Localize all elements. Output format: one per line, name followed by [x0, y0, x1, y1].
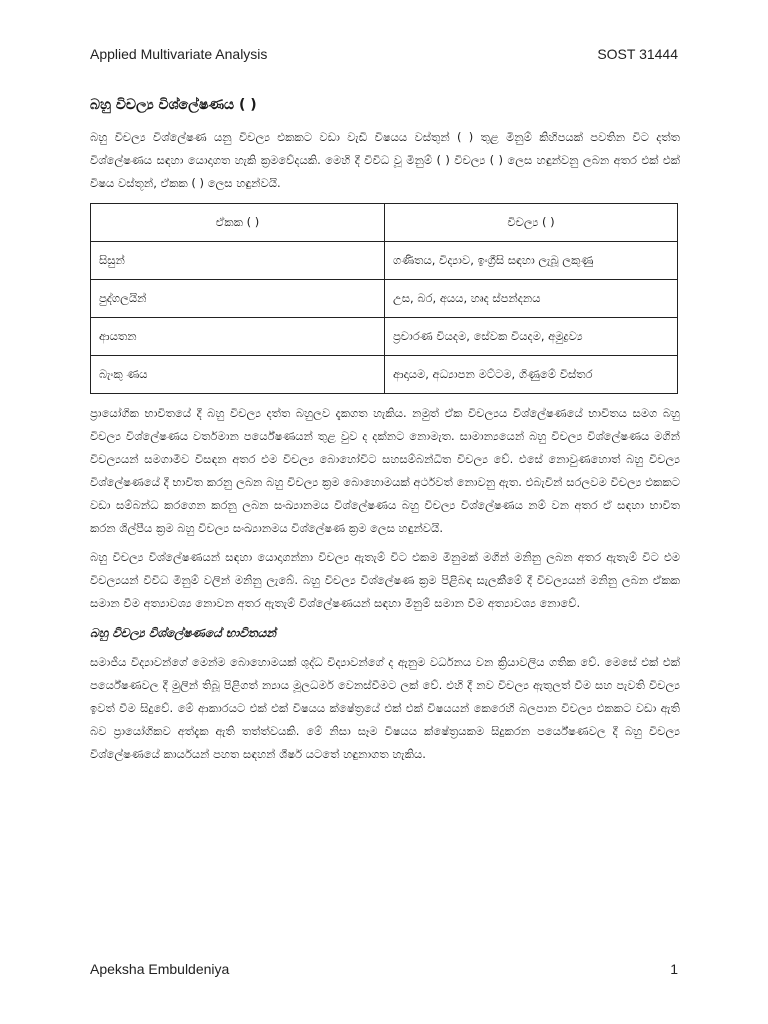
page-title: බහු විචල්‍ය විශ්ලේෂණය ( ) [90, 97, 257, 113]
table-row [91, 242, 678, 280]
section-heading-uses: බහු විචල්‍ය විශ්ලේෂණයේ භාවිතයන් [90, 626, 277, 640]
table-cell-unit: සිසුන් [91, 242, 385, 280]
table-cell-unit: බැංකු ණය [91, 356, 385, 394]
table-cell-variables: උස, බර, අයය, හෘද ස්පන්දනය [385, 280, 678, 318]
table-cell-variables: ප්‍රචාරණ වියදම, සේවක වියදම, අමුද්‍රව්‍ය [385, 318, 678, 356]
table-header-row [91, 204, 678, 242]
units-variables-table [90, 203, 678, 394]
paragraph-applications: සමාජීය විද්‍යාවන්ගේ මෙන්ම බොහොමයක් ශුද්ධ විද්‍යාවන්ගේ ද ඇනුම වර්ධනය වන ක්‍රියාවලිය ගතික වේ. මෙසේ එක් එක් පර්යේෂණවල දී මුලින් තිබූ පිළිගත් න්‍යාය මූලධර්ම වෙනස්වීමට ලක් වේ. එහි දී නව විචල්‍ය ඇතුලත් වීම සහ පැවති විචල්‍ය ඉවත් වීම සිදුවේ. මේ ආකාරයට එක් එක් විෂයය ක්ෂේත්‍රයේ එක් එක් විෂයයන් කෙරෙහි බලපාන විචල්‍ය එකකට වඩා ඇති බව ප්‍රායෝගිකව අත්දැක ඇති තත්ත්වයකි. මේ නිසා සෑම විෂයය ක්ෂේත්‍රයකම සිදුකරන පර්යේෂණවල දී බහු විචල්‍ය විශ්ලේෂණයේ කාර්යයන් පහත සඳහන් ශීර්ෂ යටතේ හඳුනාගත හැකිය. [90, 655, 680, 761]
table-row [91, 280, 678, 318]
table-cell-variables: ආදායම, අධ්‍යාපන මට්ටම, ගිණුමේ විස්තර [385, 356, 678, 394]
table-cell-unit: පුද්ගලයින් [91, 280, 385, 318]
table-header-units: ඒකක ( ) [91, 204, 385, 242]
table-header-variables: විචල්‍ය ( ) [385, 204, 678, 242]
page-footer [90, 961, 678, 977]
table-cell-unit: ආයතන [91, 318, 385, 356]
paragraph-measurement-units: බහු විචල්‍ය විශ්ලේෂණයන් සඳහා යොදාගන්නා විචල්‍ය ඇතැම් විට එකම මිනුමක් මගින් මනිනු ලබන අතර ඇතැම් විට එම විචල්‍යයන් විවිධ මිනුම් වලින් මනිනු ලැබේ. බහු විචල්‍ය විශ්ලේෂණ ක්‍රම පිළිබඳ සැලකීමේ දී විචල්‍යයන් මනිනු ලබන ඒකක සමාන වීම අත්‍යාවශ්‍ය නොවන අතර ඇතැම් විශ්ලේෂණයන් සඳහා මිනුම් සමාන වීම අත්‍යාවශ්‍ය නොවේ. [90, 550, 680, 610]
table-row [91, 318, 678, 356]
paragraph-practical-use: ප්‍රායෝගික භාවිතයේ දී බහු විචල්‍ය දත්ත බහුලව දැකගත හැකිය. නමුත් ඒක විචල්‍යය විශ්ලේෂණයේ භාවිතය සමග බහු විචල්‍ය විශ්ලේෂණය වර්තමාන පර්යේෂණයන් තුළ වුව ද දක්නට නොමැත. සාමාන්‍යයෙන් බහු විචල්‍ය විශ්ලේෂණය මගින් විචල්‍යයන් සමගාමීව විසඳන අතර එම විචල්‍ය බොහෝවිට සහසම්බන්ධිත විචල්‍ය වේ. එසේ නොවුණහොත් බහු විචල්‍ය විශ්ලේෂණයේ දී භාවිත කරනු ලබන බහු විචල්‍ය ක්‍රම බොහොමයක් අර්ථවත් නොවනු ඇත. එබැවින් සරලවම විචල්‍ය එකකට වඩා සම්බන්ධ කරගෙන කරනු ලබන සංඛ්‍යානමය විශ්ලේෂණය බහු විචල්‍ය විශ්ලේෂණය නම් වන අතර ඒ සඳහා භාවිත කරන ශිල්පීය ක්‍රම බහු විචල්‍ය සංඛ්‍යානමය විශ්ලේෂණ ක්‍රම ලෙස හඳුන්වයි. [90, 406, 680, 535]
author-name: Apeksha Embuldeniya [90, 961, 230, 977]
course-code: SOST 31444 [597, 46, 678, 62]
table-cell-variables: ගණිතය, විද්‍යාව, ඉංග්‍රීසි සඳහා ලැබූ ලකුණු [385, 242, 678, 280]
intro-paragraph: බහු විචල්‍ය විශ්ලේෂණ යනු විචල්‍ය එකකට වඩා වැඩි විෂයය වස්තුන් ( ) තුළ මිනුම් කිහිපයක් පවතින විට දත්ත විශ්ලේෂණය සඳහා යොදාගත හැකි ක්‍රමවේදයකි. මෙහි දී විවිධ වූ මිනුම් ( ) විචල්‍ය ( ) ලෙස හඳුන්වනු ලබන අතර එක් එක් විෂය වස්තූන්, ඒකක ( ) ලෙස හඳුන්වයි. [90, 130, 680, 190]
table-row [91, 356, 678, 394]
page-header [90, 46, 678, 62]
page-content [90, 94, 680, 772]
course-title: Applied Multivariate Analysis [90, 46, 268, 62]
page-number: 1 [670, 961, 678, 977]
